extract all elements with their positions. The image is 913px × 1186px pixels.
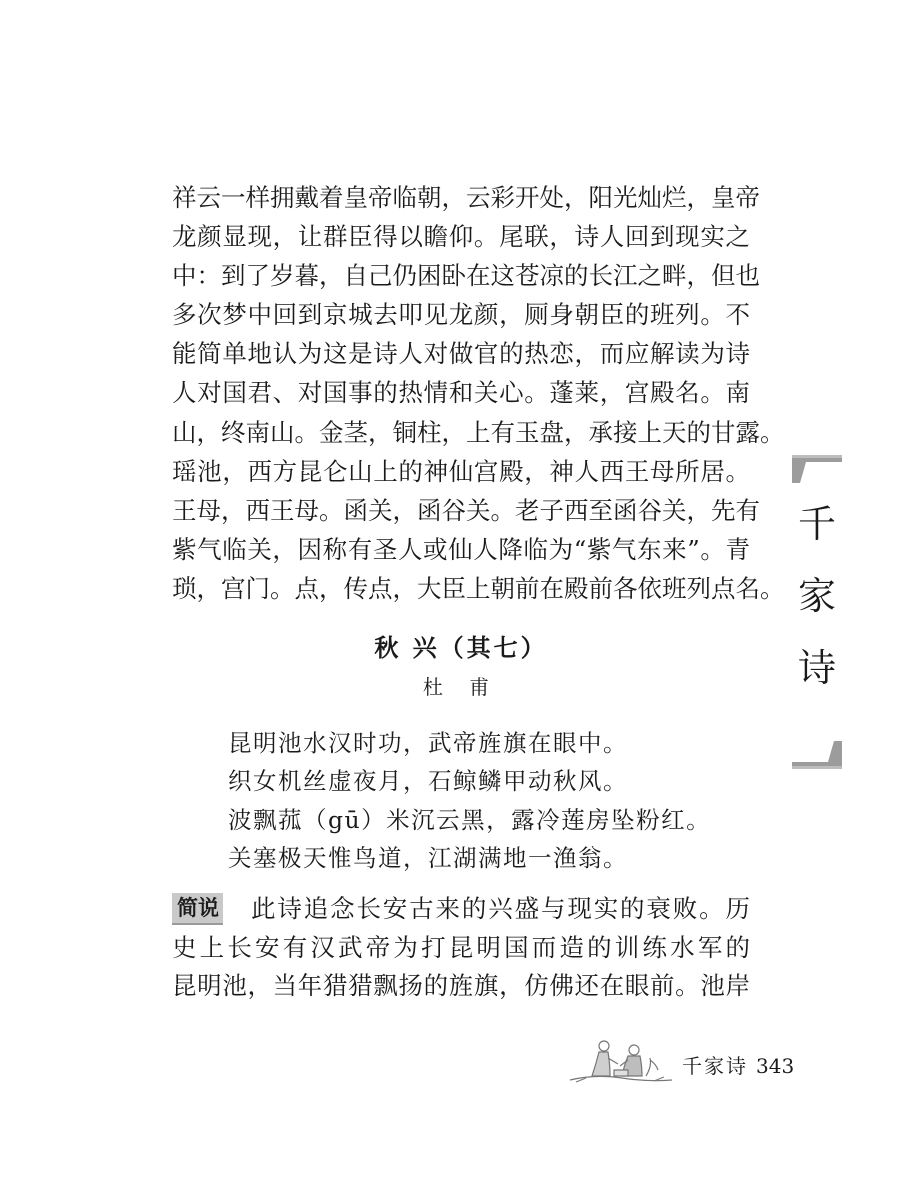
side-tab-char: 千: [797, 502, 836, 546]
commentary-line: 祥云一样拥戴着皇帝临朝，云彩开处，阳光灿烂，皇帝: [172, 183, 760, 212]
commentary-line: 龙颜显现，让群臣得以瞻仰。尾联，诗人回到现实之: [172, 222, 750, 252]
poem-body: [228, 724, 711, 877]
commentary-line: 紫气临关，因称有圣人或仙人降临为“紫气东来”。青: [172, 534, 750, 564]
jianshuo-line: 史上长安有汉武帝为打昆明国而造的训练水军的: [172, 932, 750, 962]
commentary-line: 中：到了岁暮，自己仍困卧在这苍凉的长江之畔，但也: [172, 261, 760, 291]
jianshuo-first-line: [172, 890, 750, 929]
poem-verse: 昆明池水汉时功，武帝旌旗在眼中。: [228, 729, 628, 757]
commentary-line: 能简单地认为这是诗人对做官的热恋，而应解读为诗: [172, 339, 750, 369]
commentary-line: 瑶池，西方昆仑山上的神仙宫殿，神人西王母所居。: [172, 456, 750, 486]
commentary-paragraph: [172, 178, 785, 608]
side-tab-char: 诗: [797, 646, 836, 690]
side-tab-title: [792, 493, 842, 709]
poem-verse: 关塞极天惟鸟道，江湖满地一渔翁。: [228, 843, 628, 872]
jianshuo-line: 昆明池，当年猎猎飘扬的旌旗，仿佛还在眼前。池岸: [172, 971, 750, 1000]
page-footer: [566, 1030, 806, 1090]
commentary-line: 琐，宫门。点，传点，大臣上朝前在殿前各依班列点名。: [172, 573, 785, 603]
commentary-line: 人对国君、对国事的热情和关心。蓬莱，宫殿名。南: [172, 378, 750, 408]
page-number: 343: [756, 1054, 795, 1078]
commentary-line: 多次梦中回到京城去叩见龙颜，厕身朝臣的班列。不: [172, 300, 750, 330]
footer-book-title: 千家诗: [682, 1054, 748, 1078]
jianshuo-section: [172, 890, 750, 1006]
jianshuo-label: 简说: [172, 893, 223, 925]
bracket-bottom-icon: [792, 741, 842, 769]
commentary-line: 王母，西王母。函关，函谷关。老子西至函谷关，先有: [172, 495, 760, 525]
commentary-line: 山，终南山。金茎，铜柱，上有玉盘，承接上天的甘露。: [172, 417, 785, 447]
side-tab-char: 家: [797, 574, 836, 618]
side-tab: [792, 455, 842, 769]
poem-author: 杜 甫: [422, 675, 500, 699]
poem-verse: 波飘菰（gū）米沉云黑，露冷莲房坠粉红。: [228, 805, 712, 834]
footer-label: [682, 1050, 794, 1079]
poem-verse: 织女机丝虚夜月，石鲸鳞甲动秋风。: [228, 767, 628, 796]
scholars-illustration-icon: [566, 1030, 676, 1086]
jianshuo-line: 此诗追念长安古来的兴盛与现实的衰败。历: [251, 894, 750, 923]
poem-title: 秋 兴（其七）: [374, 634, 548, 662]
bracket-top-icon: [792, 455, 842, 483]
